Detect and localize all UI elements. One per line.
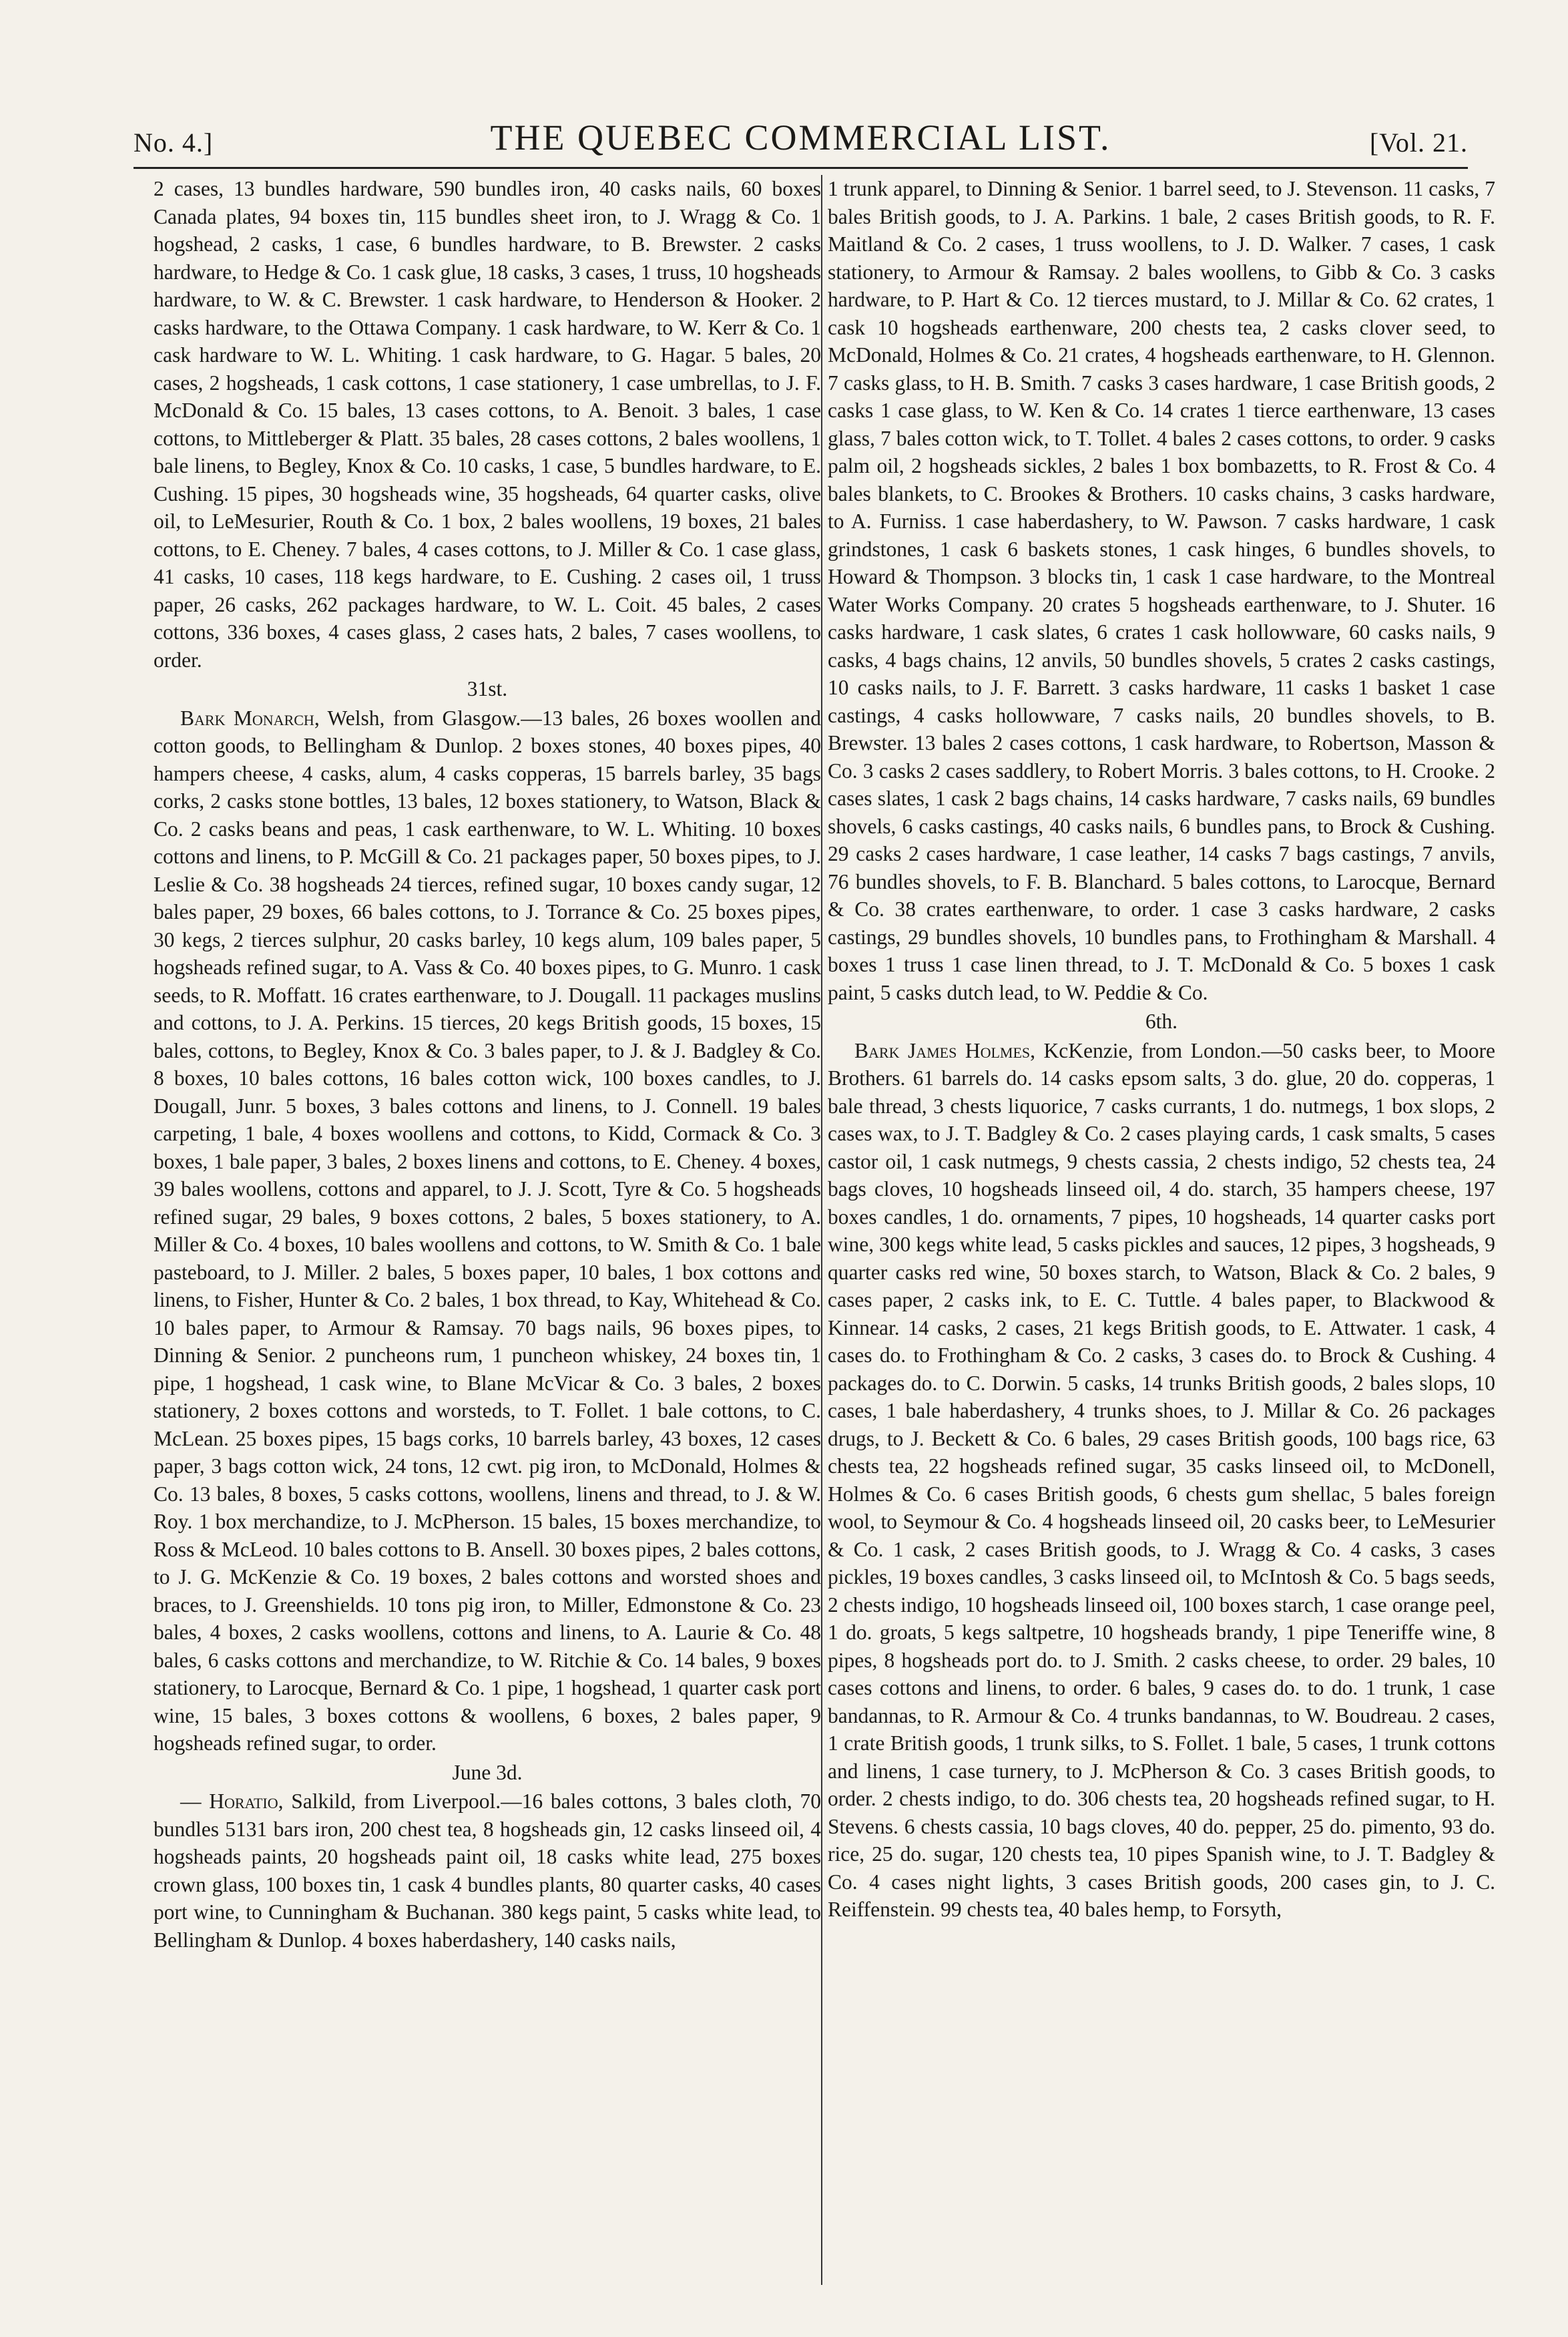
vessel-name: Bark James Holmes: [854, 1038, 1031, 1062]
manifest-text: , KcKenzie, from London.—50 casks beer, to Moore Brothers. 61 barrels do. 14 casks epsom salts, 3 do. glue, 20 do. copperas, 1 bale thread, 3 chests liquorice, 7 casks currants, 1 do. nutmegs, 1 box slops, 2 cases wax, to J. T. Badgley & Co. 2 cases playing cards, 1 cask smalts, 5 cases castor oil, 1 cask nutmegs, 9 chests cassia, 2 chests indigo, 52 chests tea, 24 bags cloves, 10 hogsheads linseed oil, 4 do. starch, 35 hampers cheese, 197 boxes candles, 1 do. ornaments, 7 pipes, 10 hogsheads, 14 quarter casks port wine, 300 kegs white lead, 5 casks pickles and sauces, 12 pipes, 3 hogsheads, 9 quarter casks red wine, 50 boxes starch, to Watson, Black & Co. 2 bales, 9 cases paper, 2 casks ink, to E. C. Tuttle. 4 bales paper, to Blackwood & Kinnear. 14 casks, 2 cases, 21 kegs British goods, to E. Attwater. 1 cask, 4 cases do. to Frothingham & Co. 2 casks, 3 cases do. to Brock & Cushing. 4 packages do. to C. Dorwin. 5 casks, 14 trunks British goods, 2 bales slops, 10 cases, 1 bale haberdashery, 4 trunks shoes, to J. Millar & Co. 26 packages drugs, to J. Beckett & Co. 6 bales, 29 cases British goods, 100 bags rice, 63 chests tea, 22 hogsheads refined sugar, 35 casks linseed oil, to McDonell, Holmes & Co. 6 cases British goods, 6 chests gum shellac, 5 bales foreign wool, to Seymour & Co. 4 hogsheads linseed oil, 20 casks beer, to LeMesurier & Co. 1 cask, 2 cases British goods, to J. Wragg & Co. 4 casks, 3 cases pickles, 19 boxes candles, 3 casks linseed oil, to McIntosh & Co. 5 bags seeds, 2 chests indigo, 10 hogsheads linseed oil, 100 boxes starch, 1 case orange peel, 1 do. groats, 5 kegs saltpetre, 10 hogsheads brandy, 1 pipe Teneriffe wine, 8 pipes, 8 hogsheads port do. to J. Smith. 2 casks cheese, to order. 29 bales, 10 cases cottons and linens, to order. 6 bales, 9 cases do. to do. 1 trunk, 1 case bandannas, to R. Armour & Co. 4 trunks bandannas, to W. Boudreau. 2 cases, 1 crate British goods, 1 trunk silks, to S. Follet. 1 bale, 5 cases, 1 trunk cottons and linens, 1 case turnery, to J. McPherson & Co. 3 cases British goods, to order. 2 chests indigo, to do. 306 chests tea, 20 hogsheads refined sugar, to H. Stevens. 6 chests cassia, 10 bags cloves, 40 do. pepper, 25 do. pimento, 93 do. rice, 25 do. sugar, 120 chests tea, 10 pipes Spanish wine, to J. T. Badgley & Co. 4 cases night lights, 3 cases British goods, 200 cases gin, to J. C. Reiffenstein. 99 chests tea, 40 bales hemp, to Forsyth,: [828, 1038, 1495, 1921]
page-title: THE QUEBEC COMMERCIAL LIST.: [490, 118, 1111, 158]
vessel-name: — Horatio: [180, 1789, 278, 1813]
volume-number: [Vol. 21.: [1369, 128, 1468, 158]
manifest-entry: [154, 1787, 821, 1954]
date-heading: 31st.: [467, 677, 508, 700]
manifest-continuation: 2 cases, 13 bundles hardware, 590 bundles iron, 40 casks nails, 60 boxes Canada plates, 94 boxes tin, 115 bundles sheet iron, to J. Wragg & Co. 1 hogshead, 2 casks, 1 case, 6 bundles hardware, to B. Brewster. 2 casks hardware, to Hedge & Co. 1 cask glue, 18 casks, 3 cases, 1 truss, 10 hogsheads hardware, to W. & C. Brewster. 1 cask hardware, to Henderson & Hooker. 2 casks hardware, to the Ottawa Company. 1 cask hardware, to W. Kerr & Co. 1 cask hardware to W. L. Whiting. 1 cask hardware, to G. Hagar. 5 bales, 20 cases, 2 hogsheads, 1 cask cottons, 1 case stationery, 1 case umbrellas, to J. F. McDonald & Co. 15 bales, 13 cases cottons, to A. Benoit. 3 bales, 1 case cottons, to Mittleberger & Platt. 35 bales, 28 cases cottons, 2 bales woollens, 1 bale linens, to Begley, Knox & Co. 10 casks, 1 case, 5 bundles hardware, to E. Cushing. 15 pipes, 30 hogsheads wine, 35 hogsheads, 64 quarter casks, olive oil, to LeMesurier, Routh & Co. 1 box, 2 bales woollens, 19 boxes, 21 bales cottons, to E. Cheney. 7 bales, 4 cases cottons, to J. Miller & Co. 1 case glass, 41 casks, 10 cases, 118 kegs hardware, to E. Cushing. 2 cases oil, 1 truss paper, 26 casks, 262 packages hardware, to W. L. Coit. 45 bales, 2 cases cottons, 336 boxes, 4 cases glass, 2 cases hats, 2 bales, 7 cases woollens, to order.: [154, 177, 821, 672]
vessel-name: Bark Monarch: [180, 706, 314, 730]
page-header: [134, 117, 1468, 164]
manifest-text: , Welsh, from Glasgow.—13 bales, 26 boxes woollen and cotton goods, to Bellingham & Dunlop. 2 boxes stones, 40 boxes pipes, 40 hampers cheese, 4 casks, alum, 4 casks copperas, 15 barrels barley, 35 bags corks, 2 casks stone bottles, 13 bales, 12 boxes stationery, to Watson, Black & Co. 2 casks beans and peas, 1 cask earthenware, to W. L. Whiting. 10 boxes cottons and linens, to P. McGill & Co. 21 packages paper, 50 boxes pipes, to J. Leslie & Co. 38 hogsheads 24 tierces, refined sugar, 10 boxes candy sugar, 12 bales paper, 29 boxes, 66 bales cottons, to J. Torrance & Co. 25 boxes pipes, 30 kegs, 2 tierces sulphur, 20 casks barley, 10 kegs alum, 109 bales paper, 5 hogsheads refined sugar, to A. Vass & Co. 40 boxes pipes, to G. Munro. 1 cask seeds, to R. Moffatt. 16 crates earthenware, to J. Dougall. 11 packages muslins and cottons, to J. A. Perkins. 15 tierces, 20 kegs British goods, 15 boxes, 15 bales, cottons, to Begley, Knox & Co. 3 bales paper, to J. & J. Badgley & Co. 8 boxes, 10 bales cottons, 16 bales cotton wick, 100 boxes candles, to J. Dougall, Junr. 5 boxes, 3 bales cottons and linens, to J. Connell. 19 bales carpeting, 1 bale, 4 boxes woollens and cottons, to Kidd, Cormack & Co. 3 boxes, 1 bale paper, 3 bales, 2 boxes linens and cottons, to E. Cheney. 4 boxes, 39 bales woollens, cottons and apparel, to J. J. Scott, Tyre & Co. 5 hogsheads refined sugar, 29 bales, 9 boxes cottons, 2 bales, 5 boxes stationery, to A. Miller & Co. 4 boxes, 10 bales woollens and cottons, to W. Smith & Co. 1 bale pasteboard, to J. Miller. 2 bales, 5 boxes paper, 10 bales, 1 box cottons and linens, to Fisher, Hunter & Co. 2 bales, 1 box thread, to Kay, Whitehead & Co. 10 bales paper, to Armour & Ramsay. 70 bags nails, 96 boxes pipes, to Dinning & Senior. 2 puncheons rum, 1 puncheon whiskey, 24 boxes tin, 1 pipe, 1 hogshead, 1 cask wine, to Blane McVicar & Co. 3 bales, 2 boxes stationery, 2 boxes cottons and worsteds, to T. Follet. 1 bale cottons, to C. McLean. 25 boxes pipes, 15 bags corks, 10 barrels barley, 43 boxes, 12 cases paper, 3 bags cotton wick, 24 tons, 12 cwt. pig iron, to McDonald, Holmes & Co. 13 bales, 8 boxes, 5 casks cottons, woollens, linens and thread, to J. & W. Roy. 1 box merchandize, to J. McPherson. 15 bales, 15 boxes merchandize, to Ross & McLeod. 10 bales cottons to B. Ansell. 30 boxes pipes, 2 bales cottons, to J. G. McKenzie & Co. 19 boxes, 2 bales cottons and worsted shoes and braces, to J. Greenshields. 10 tons pig iron, to Miller, Edmonstone & Co. 23 bales, 4 boxes, 2 casks woollens, cottons and linens, to A. Laurie & Co. 48 bales, 6 casks cottons and merchandize, to W. Ritchie & Co. 14 bales, 9 boxes stationery, to Larocque, Bernard & Co. 1 pipe, 1 hogshead, 1 quarter cask port wine, 15 bales, 3 boxes cottons & woollens, 6 boxes, 2 bales paper, 9 hogsheads refined sugar, to order.: [154, 706, 821, 1755]
manifest-continuation: 1 trunk apparel, to Dinning & Senior. 1 barrel seed, to J. Stevenson. 11 casks, 7 bales British goods, to J. A. Parkins. 1 bale, 2 cases British goods, to R. F. Maitland & Co. 2 cases, 1 truss woollens, to J. D. Walker. 7 cases, 1 cask stationery, to Armour & Ramsay. 2 bales woollens, to Gibb & Co. 3 casks hardware, to P. Hart & Co. 12 tierces mustard, to J. Millar & Co. 62 crates, 1 cask 10 hogsheads earthenware, 200 chests tea, 2 casks clover seed, to McDonald, Holmes & Co. 21 crates, 4 hogsheads earthenware, to H. Glennon. 7 casks glass, to H. B. Smith. 7 casks 3 cases hardware, 1 case British goods, 2 casks 1 case glass, to W. Ken & Co. 14 crates 1 tierce earthenware, 13 cases glass, 7 bales cotton wick, to T. Tollet. 4 bales 2 cases cottons, to order. 9 casks palm oil, 2 hogsheads sickles, 2 bales 1 box bombazetts, to R. Frost & Co. 4 bales blankets, to C. Brookes & Brothers. 10 casks chains, 3 casks hardware, to A. Furniss. 1 case haberdashery, to W. Pawson. 7 casks hardware, 1 cask grindstones, 1 cask 6 baskets stones, 1 cask hinges, 6 bundles shovels, to Howard & Thompson. 3 blocks tin, 1 cask 1 case hardware, to the Montreal Water Works Company. 20 crates 5 hogsheads earthenware, to J. Shuter. 16 casks hardware, 1 cask slates, 6 crates 1 cask hollowware, 60 casks nails, 9 casks, 4 bags chains, 12 anvils, 50 bundles shovels, 5 crates 2 casks castings, 10 casks nails, to J. F. Barrett. 3 casks hardware, 11 casks 1 basket 1 case castings, 4 casks hollowware, 7 casks nails, 20 bundles shovels, to B. Brewster. 13 bales 2 cases cottons, 1 cask hardware, to Robertson, Masson & Co. 3 casks 2 cases saddlery, to Robert Morris. 3 bales cottons, to H. Crooke. 2 cases slates, 1 cask 2 bags chains, 14 casks hardware, 7 casks nails, 69 bundles shovels, 6 casks castings, 40 casks nails, 6 bundles pans, to Brock & Cushing. 29 casks 2 cases hardware, 1 case leather, 14 casks 7 bags castings, 7 anvils, 76 bundles shovels, to F. B. Blanchard. 5 bales cottons, to Larocque, Bernard & Co. 38 crates earthenware, to order. 1 case 3 casks hardware, 2 casks castings, 29 bundles shovels, 10 bundles pans, to Frothingham & Marshall. 4 boxes 1 truss 1 case linen thread, to J. T. McDonald & Co. 5 boxes 1 cask paint, 5 casks dutch lead, to W. Peddie & Co.: [828, 177, 1495, 1004]
date-heading: 6th.: [1145, 1010, 1178, 1033]
manifest-entry: [154, 704, 821, 1757]
date-heading: June 3d.: [452, 1760, 523, 1784]
manifest-text: , Salkild, from Liverpool.—16 bales cottons, 3 bales cloth, 70 bundles 5131 bars iron, 200 chest tea, 8 hogsheads gin, 12 casks linseed oil, 4 hogsheads paints, 20 hogsheads paint oil, 18 casks white lead, 275 boxes crown glass, 100 boxes tin, 1 cask 4 bundles plants, 80 quarter casks, 40 cases port wine, to Cunningham & Buchanan. 380 kegs paint, 5 casks white lead, to Bellingham & Dunlop. 4 boxes haberdashery, 140 casks nails,: [154, 1789, 821, 1952]
issue-number: No. 4.]: [134, 128, 214, 158]
header-rule: [134, 167, 1468, 169]
left-column: [154, 175, 821, 2292]
column-divider: [821, 175, 822, 2285]
right-column: [828, 175, 1495, 2292]
manifest-entry: [828, 1037, 1495, 1924]
